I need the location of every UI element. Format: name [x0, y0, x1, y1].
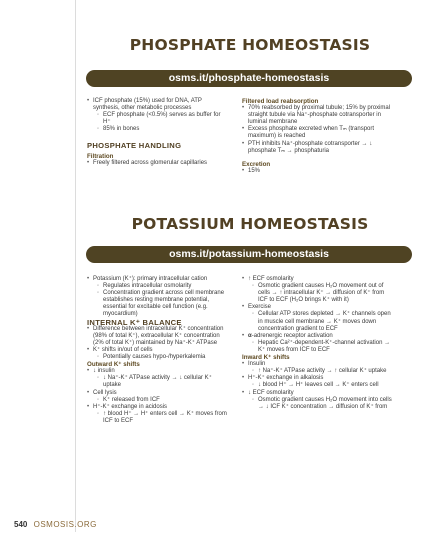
page-footer: [14, 520, 97, 529]
bullet: • Freely filtered across glomerular capillaries: [87, 160, 227, 167]
sub-bullet: ◦ Potentially causes hypo-/hyperkalemia: [87, 354, 227, 361]
sub-bullet: ◦ ↓ Na⁺-K⁺ ATPase activity → ↓ cellular K⁺ uptake: [87, 375, 227, 389]
sub-bullet: ◦ Regulates intracellular osmolarity: [87, 283, 227, 290]
page-number: 540: [14, 520, 28, 529]
bullet: • Insulin: [242, 361, 392, 368]
sub-bullet: ◦ Cellular ATP stores depleted → K⁺ channels open in muscle cell membrane → K⁺ moves down concentration gradient to ECF: [242, 311, 392, 332]
alpha-symbol: α: [248, 332, 252, 339]
sub-bullet: ◦ K⁺ released from ICF: [87, 397, 227, 404]
potassium-right-column: [242, 276, 392, 411]
bullet: • ↑ ECF osmolarity: [242, 276, 392, 283]
potassium-link-banner[interactable]: osms.it/potassium-homeostasis: [86, 246, 412, 263]
bullet: • ICF phosphate (15%) used for DNA, ATP synthesis, other metabolic processes: [87, 98, 227, 112]
sub-bullet: ◦ ↓ blood H⁺ → H⁺ leaves cell → K⁺ enters cell: [242, 382, 392, 389]
phosphate-right-column: [242, 98, 392, 175]
section-heading: INTERNAL K⁺ BALANCE: [87, 317, 182, 327]
subsection-heading: Filtered load reabsorption: [242, 98, 319, 105]
subsection-heading: Outward K⁺ shifts: [87, 361, 140, 369]
sub-bullet: ◦ Osmotic gradient causes H₂O movement out of cells → ↑ intracellular K⁺ → diffusion of K⁺ from ICF to ECF (H₂O brings K⁺ with it): [242, 283, 392, 304]
subsection-heading: Excretion: [242, 160, 271, 168]
bullet: [242, 333, 392, 340]
sub-bullet: ◦ Osmotic gradient causes H₂O movement into cells → ↓ ICF K⁺ concentration → diffusion of K⁺ from: [242, 397, 392, 411]
sub-bullet: ◦ ↑ blood H⁺ → H⁺ enters cell → K⁺ moves from ICF to ECF: [87, 411, 227, 425]
bullet: • H⁺-K⁺ exchange in alkalosis: [242, 375, 392, 382]
phosphate-title: PHOSPHATE HOMEOSTASIS: [129, 36, 371, 54]
phosphate-left-column: [87, 98, 227, 167]
bullet: • Cell lysis: [87, 390, 227, 397]
bullet: • 70% reabsorbed by proximal tubule; 15% by proximal straight tubule via Na⁺-phosphate cotransporter in luminal membrane: [242, 105, 392, 126]
margin-rule: [75, 0, 76, 532]
sub-bullet: ◦ ECF phosphate (<0.5%) serves as buffer for H⁺: [87, 112, 227, 126]
subsection-heading: Filtration: [87, 152, 114, 160]
bullet-text: -adrenergic receptor activation: [251, 332, 333, 339]
potassium-left-column: [87, 276, 227, 425]
sub-bullet: ◦ 85% in bones: [87, 126, 227, 133]
sub-bullet: ◦ Hepatic Ca²⁺-dependent-K⁺-channel activation → K⁺ moves from ICF to ECF: [242, 340, 392, 354]
sub-bullet: ◦ Concentration gradient across cell membrane establishes resting membrane potential, essential for excitable cell function (e.g. myocardium): [87, 290, 227, 318]
bullet: • Excess phosphate excreted when Tₘ (transport maximum) is reached: [242, 126, 392, 140]
bullet: • 15%: [242, 168, 392, 175]
section-heading: PHOSPHATE HANDLING: [87, 141, 182, 151]
phosphate-link-banner[interactable]: osms.it/phosphate-homeostasis: [86, 70, 412, 87]
site-link[interactable]: OSMOSIS.ORG: [33, 520, 97, 529]
bullet: • Exercise: [242, 304, 392, 311]
potassium-title: POTASSIUM HOMEOSTASIS: [131, 215, 369, 233]
bullet: • K⁺ shifts in/out of cells: [87, 347, 227, 354]
bullet: • ↓ ECF osmolarity: [242, 390, 392, 397]
bullet: • Potassium (K⁺): primary intracellular cation: [87, 276, 227, 283]
bullet: • ↓ insulin: [87, 368, 227, 375]
subsection-heading: Inward K⁺ shifts: [242, 354, 290, 362]
sub-bullet: ◦ ↑ Na⁺-K⁺ ATPase activity → ↑ cellular K⁺ uptake: [242, 368, 392, 375]
bullet: • Difference between intracellular K⁺ concentration (98% of total K⁺), extracellular K⁺ concentration (2% of total K⁺) maintained by Na⁺-K⁺ ATPase: [87, 326, 227, 347]
bullet: • H⁺-K⁺ exchange in acidosis: [87, 404, 227, 411]
bullet: • PTH inhibits Na⁺-phosphate cotransporter → ↓ phosphate Tₘ → phosphaturia: [242, 141, 392, 155]
